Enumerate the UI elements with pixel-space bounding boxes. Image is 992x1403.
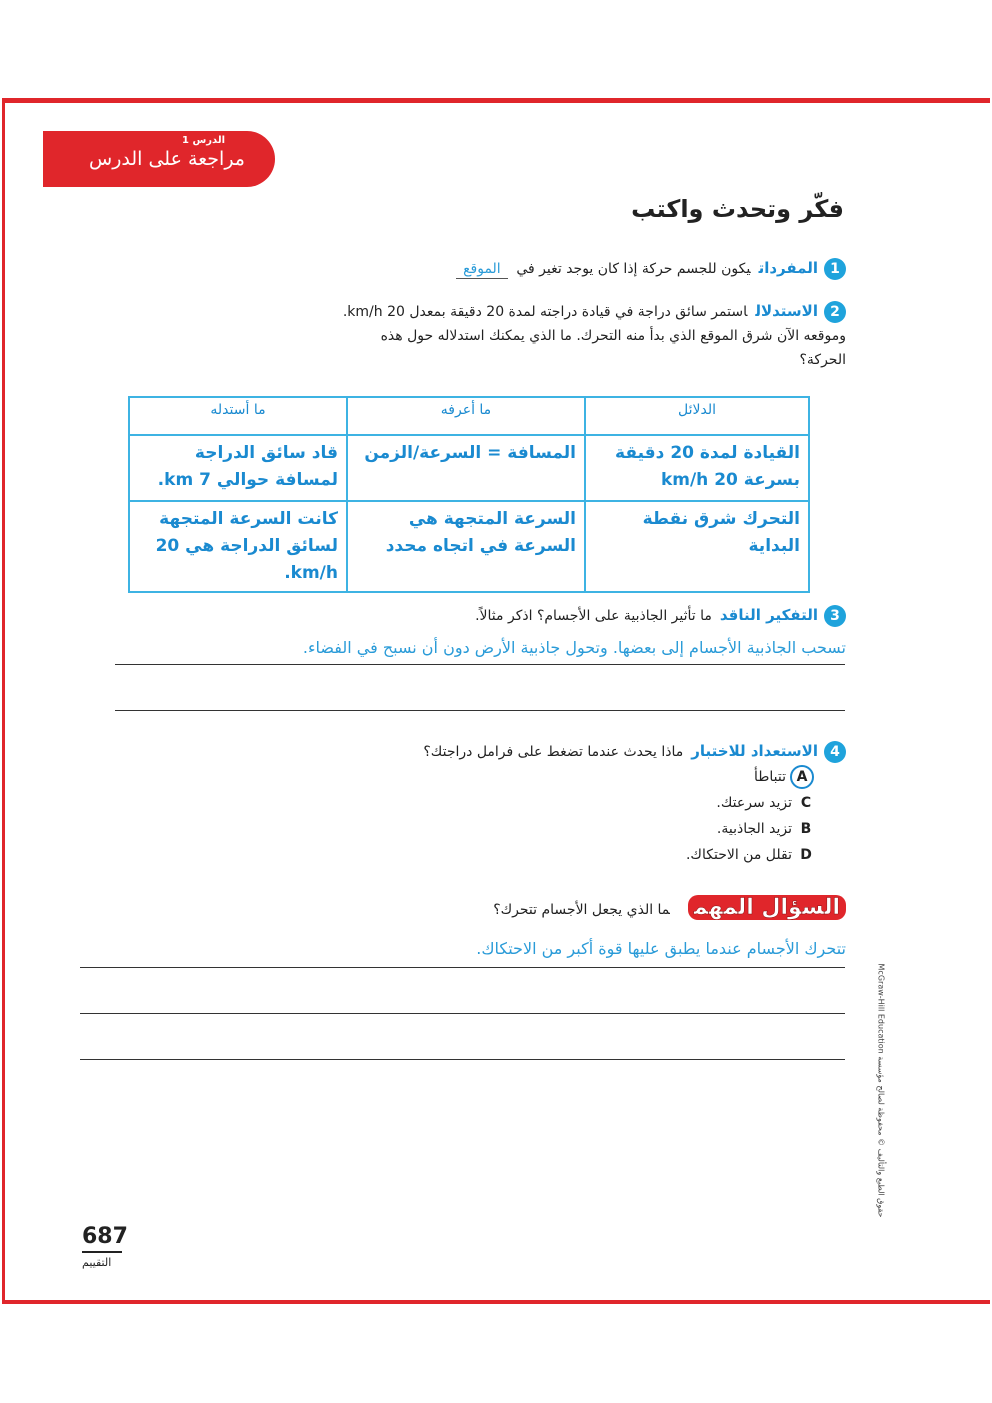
answer-blank[interactable]: الموقع [456, 260, 508, 279]
inference-table [128, 396, 810, 593]
answer-line [115, 664, 845, 665]
lesson-tab [43, 131, 275, 187]
question-3 [475, 603, 846, 628]
table-cell: المسافة = السرعة/الزمن [347, 435, 585, 501]
question-text-line-3: الحركة؟ [799, 352, 846, 368]
choice-d[interactable] [686, 842, 814, 868]
page-number: 687 [82, 1224, 128, 1249]
keyword: المفردات [758, 259, 818, 277]
answer-3[interactable]: تسحب الجاذبية الأجسام إلى بعضها. وتحول جاذبية الأرض دون أن نسبح في الفضاء. [302, 638, 846, 657]
table-cell: القيادة لمدة 20 دقيقة بسرعة 20 km/h [585, 435, 809, 501]
keyword: التفكير الناقد [719, 606, 818, 624]
choice-text: تزيد سرعتك. [716, 795, 792, 811]
copyright-note [876, 930, 890, 1220]
choice-letter: B [800, 821, 812, 837]
choice-b[interactable] [686, 816, 814, 842]
table-cell: التحرك شرق نقطة البداية [585, 501, 809, 592]
column-header: ما أستدله [129, 397, 347, 435]
keyword: الاستدلال [755, 302, 818, 320]
choice-c[interactable] [686, 790, 814, 816]
column-header: ما أعرفه [347, 397, 585, 435]
choice-a[interactable] [686, 764, 814, 790]
column-header: الدلائل [585, 397, 809, 435]
question-2 [286, 299, 846, 372]
page-title: فكّر وتحدث واكتب [631, 195, 844, 223]
lesson-number: الدرس 1 [182, 135, 225, 146]
question-text-line-1: استمر سائق دراجة في قيادة دراجته لمدة 20 دقيقة بمعدل 20 km/h. [342, 304, 748, 320]
question-text-line-2: وموقعه الآن شرق الموقع الذي بدأ منه التحرك. ما الذي يمكنك استدلاله حول هذه [380, 328, 846, 344]
choice-list [686, 764, 814, 868]
question-text: ماذا يحدث عندما تضغط على فرامل دراجتك؟ [423, 744, 684, 760]
table-cell: السرعة المتجهة هي السرعة في اتجاه محدد [347, 501, 585, 592]
answer-line [115, 710, 845, 711]
table-cell: قاد سائق الدراجة لمسافة حوالي 7 km. [129, 435, 347, 501]
keyword: الاستعداد للاختبار [691, 742, 818, 760]
table-cell: كانت السرعة المتجهة لسائق الدراجة هي 20 km/h. [129, 501, 347, 592]
question-text: يكون للجسم حركة إذا كان يوجد تغير في [516, 261, 751, 277]
essential-question-badge: السؤال المهم [688, 895, 846, 920]
question-4 [423, 739, 846, 764]
choice-text: تقلل من الاحتكاك. [685, 847, 792, 863]
table-row [129, 435, 809, 501]
choice-letter-selected: A [790, 765, 814, 789]
choice-text: تتباطأ [753, 769, 786, 785]
number-badge: 2 [824, 301, 846, 323]
table-header-row [129, 397, 809, 435]
number-badge: 4 [824, 741, 846, 763]
choice-letter: C [800, 795, 812, 811]
question-text: ما تأثير الجاذبية على الأجسام؟ اذكر مثالاً. [475, 608, 712, 624]
question-1 [456, 256, 846, 281]
essential-answer[interactable]: تتحرك الأجسام عندما يطبق عليها قوة أكبر من الاحتكاك. [476, 939, 846, 958]
number-badge: 1 [824, 258, 846, 280]
page-number-rule [82, 1251, 122, 1253]
choice-text: تزيد الجاذبية. [716, 821, 792, 837]
answer-line [80, 1013, 845, 1014]
answer-line [80, 1059, 845, 1060]
table-row [129, 501, 809, 592]
essential-question [493, 896, 846, 922]
choice-letter: D [800, 847, 812, 863]
page-label: التقييم [82, 1256, 112, 1269]
copyright-text: حقوق الطبع والتأليف © محفوظة لصالح مؤسسة McGraw-Hill Education [876, 963, 886, 1218]
question-text: ما الذي يجعل الأجسام تتحرك؟ [493, 902, 670, 918]
number-badge: 3 [824, 605, 846, 627]
lesson-review-title: مراجعة على الدرس [89, 148, 245, 170]
answer-line [80, 967, 845, 968]
